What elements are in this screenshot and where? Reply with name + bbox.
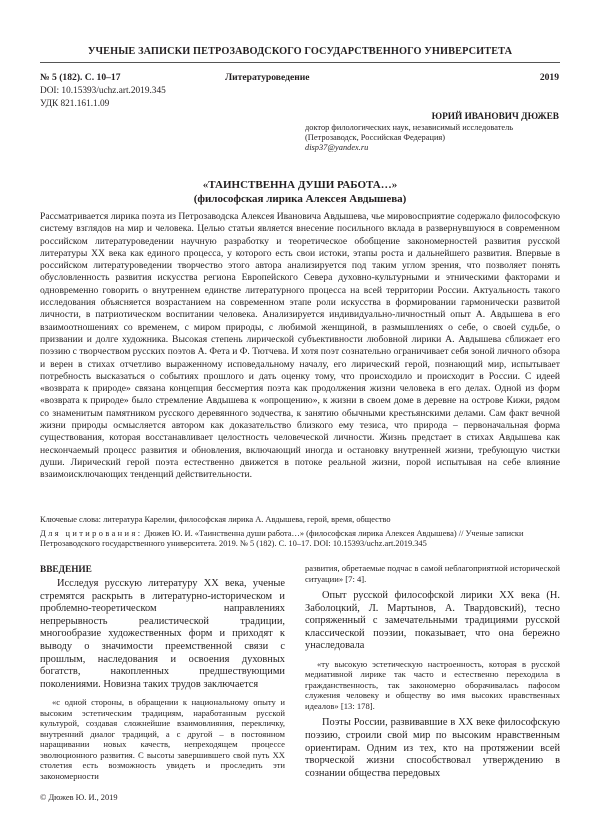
body-paragraph: Исследуя русскую литературу XX века, ученые стремятся раскрыть в литературно-историческом и проблемно-теоретическом направлениях непрерывность реалистической традиции, многообразие художественных форм и приходят к выводу о значимости преемственной связи с прошлым, наследования и освоения духовных богатств, накопленных предшествующими поколениями. Новизна таких трудов заключается [40,578,285,690]
author-affiliation [305,123,565,152]
author-location: (Петрозаводск, Российская Федерация) [305,132,446,142]
keywords: Ключевые слова: литература Карелии, философская лирика А. Авдышева, герой, время, общество [40,515,391,524]
block-quote: «ту высокую эстетическую настроенность, которая в русской медиативной лирике так часто и естественно переходила в гражданственность, так закономерно оборачивалась пафосом служения человеку и обществу во имя высоких нравственных идеалов» [13: 178]. [305,658,560,711]
author-degree: доктор филологических наук, независимый исследователь [305,123,514,132]
udk-code: УДК 821.161.1.09 [40,99,110,109]
abstract [40,211,560,482]
citation-text: Дюжев Ю. И. «Таинственна души работа…» (философская лирика Алексея Авдышева) // Ученые записки Петрозаводского государственного университета. 2019. № 5 (182). С. 10–17. DOI: 10.15393/uchz.art.2019.345 [40,529,524,549]
article-title [40,179,560,206]
citation [40,529,560,550]
body-column-left [40,565,285,787]
body-column-right [305,563,560,780]
body-paragraph: Опыт русской философской лирики XX века (Н. Заболоцкий, Л. Мартынов, А. Твардовский), тесно сопряженный с замечательными традициями русской классической поэзии, показывает, что она бережно унаследовала [305,590,560,652]
section-name: Литературоведение [225,72,310,83]
copyright: © Дюжев Ю. И., 2019 [40,793,118,802]
citation-label: Для цитирования: [40,529,143,538]
abstract-text: Рассматривается лирика поэта из Петрозаводска Алексея Ивановича Авдышева, чье мировосприятие содержало философскую систему взглядов на мир и человека. Целью статьи является внесение посильного вклада в развернувшуюся в современном российском литературоведении научную разработку и теоретическое обобщение закономерностей развития русской литературы XX века как единого процесса, у которого есть свои истоки, этапы роста и дальнейшего развития. Впервые в российском литературоведении творчество этого автора анализируется под таким углом зрения, что позволяет понять обусловленность развития искусства региона Европейского Севера духовно-культурными и этническими факторами и одновременно говорить о внутреннем единстве литературного процесса на всей территории России. Актуальность такого исследования объясняется возрастанием на современном этапе роли искусства в формировании гармонически развитой личности, в патриотическом воспитании человека. Анализируется индивидуально-личностный опыт А. Авдышева в его взаимоотношениях со временем, с миром природы, с любимой женщиной, в размышлениях о себе, о своей судьбе, о призвании и долге художника. Высокая степень лирической субъективности любовной лирики А. Авдышева сближает его поэзию с творчеством русских поэтов А. Фета и Ф. Тютчева. И хотя поэт сознательно ограничивает себя зоной личного обзора и верен в стихах отчетливо выраженному исповедальному началу, его лирический герой, познающий мир, испытывает потребность высказаться о событиях прошлого и дать оценку тому, что происходило и происходит в России. С идеей «возврата к природе» связана концепция бессмертия поэта как продолжения жизни человека в его делах. Одной из форм «возврата к природе» было стремление Авдышева к «опрощению», к жизни в своем доме в деревне на острове Кижи, рядом со знаменитым памятником русского деревянного зодчества, к занятию обычными крестьянскими делами. Сам факт вечной жизни природы осмысляется автором как доказательство близкого ему тезиса, что природа – первоначальная форма существования, которая восстанавливает целостность человеческой личности. Жизнь предстает в стихах Авдышева как нескончаемый процесс развития и обновления, включающий иногда и остановку внутренней жизни, требующую чистки души. Лирический герой поэта естественно движется в потоке реальной жизни, порой испытывая на себе влияние взаимоисключающих тенденций действительности. [40,211,560,481]
author-email[interactable]: disp37@yandex.ru [305,142,369,152]
section-heading: ВВЕДЕНИЕ [40,565,92,575]
publication-year: 2019 [539,72,559,83]
block-quote: «с одной стороны, в обращении к национальному опыту и высоким эстетическим традициям, наработанным русской культурой, создавая сложнейшие взаимовлияния, перекличку, внутренний диалог традиций, а с другой – в постоянном наращивании новых качеств, непреходящем процессе эволюционного развития. С высоты завершившего свой путь XX столетия есть возможность увидеть и проследить эти закономерности [40,697,285,781]
title-subtitle: (философская лирика Алексея Авдышева) [193,192,407,205]
title-main: «ТАИНСТВЕННА ДУШИ РАБОТА…» [202,179,398,191]
block-quote-continuation: развития, обретаемые подчас в самой неблагоприятной исторической ситуации» [7: 4]. [305,563,560,584]
author-name: ЮРИЙ ИВАНОВИЧ ДЮЖЕВ [431,112,559,122]
doi: DOI: 10.15393/uchz.art.2019.345 [40,86,166,96]
body-paragraph: Поэты России, развивавшие в XX веке философскую поэзию, строили свой мир по высоким нравственным ориентирам. Одним из тех, кто на протяжении всей творческой жизни способствовал утверждению в сознании общества передовых [305,717,560,779]
issue-number: № 5 (182). С. 10–17 [40,72,121,83]
header-divider [40,62,560,63]
journal-title: УЧЕНЫЕ ЗАПИСКИ ПЕТРОЗАВОДСКОГО ГОСУДАРСТВЕННОГО УНИВЕРСИТЕТА [87,46,513,57]
